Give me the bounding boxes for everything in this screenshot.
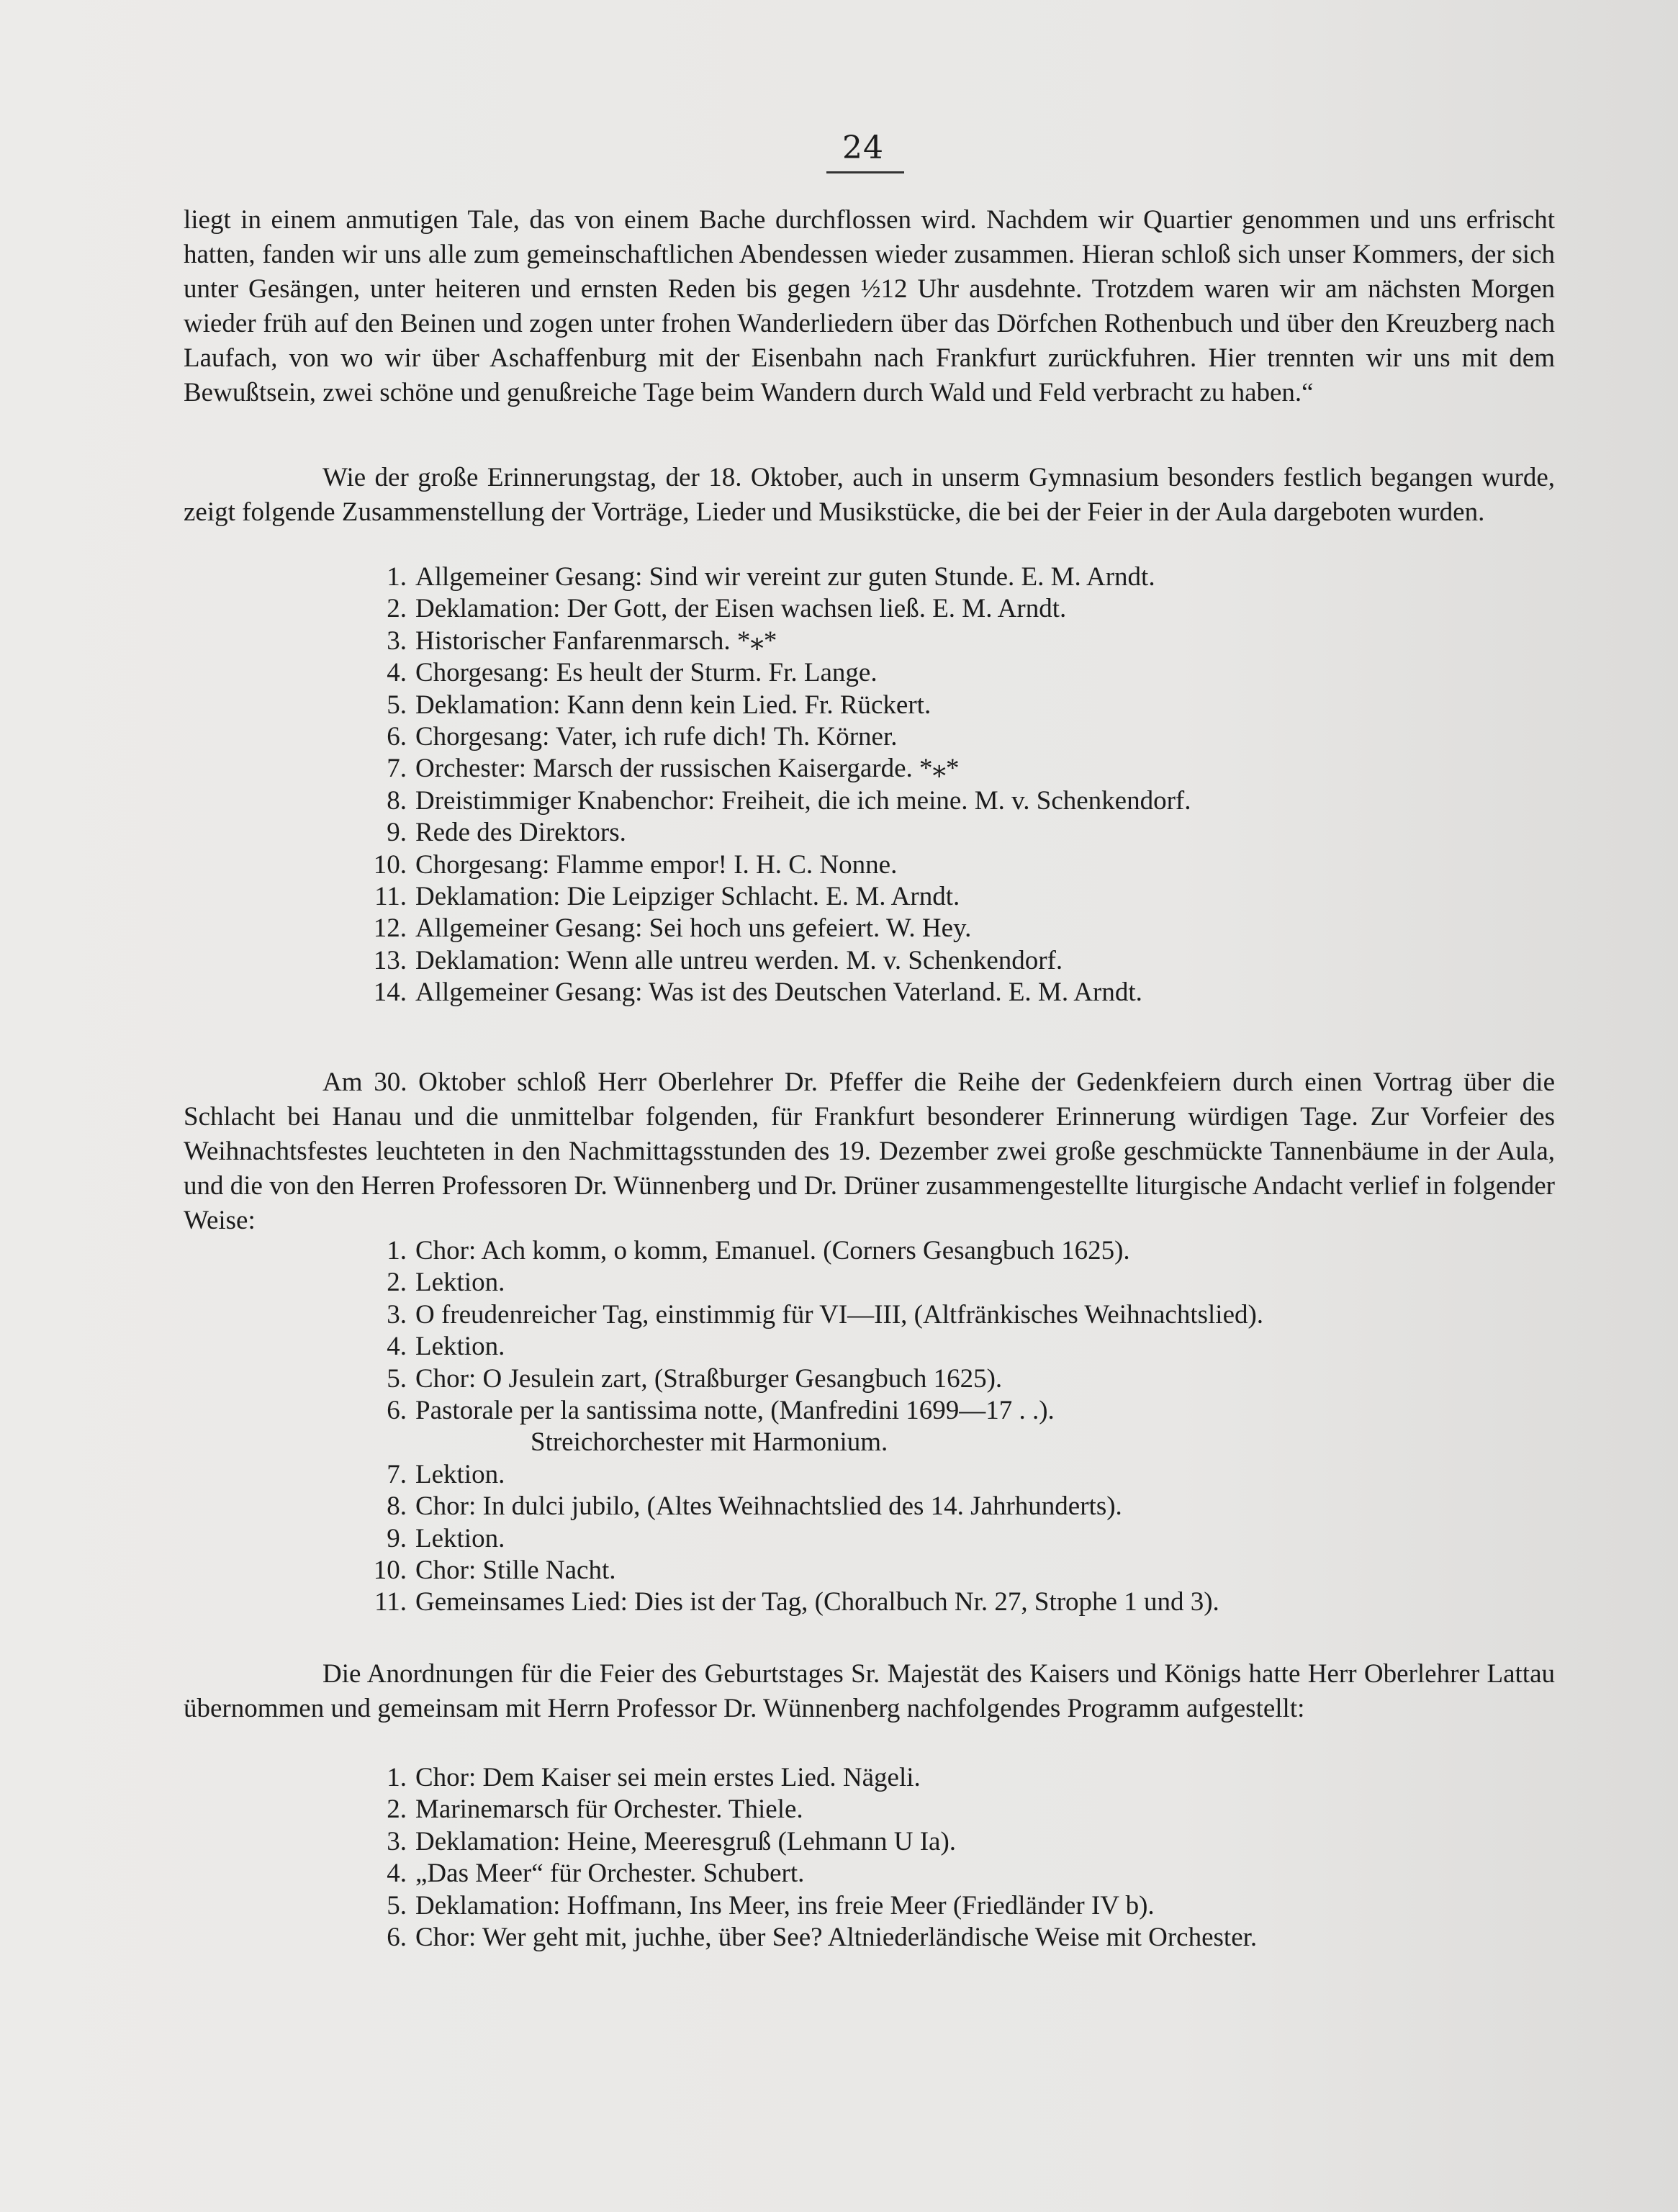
list-item-text: Chorgesang: Es heult der Sturm. Fr. Lange.	[415, 658, 878, 688]
list-item-text: Allgemeiner Gesang: Was ist des Deutschen Vaterland. E. M. Arndt.	[415, 978, 1142, 1008]
list-item-text: Lektion.	[415, 1459, 505, 1489]
list-item-number: 6.	[387, 722, 407, 752]
program-item	[364, 785, 1191, 817]
list-item-text: Deklamation: Wenn alle untreu werden. M. v. Schenkendorf.	[415, 945, 1063, 975]
weihnacht-paragraph: Am 30. Oktober schloß Herr Oberlehrer Dr. Pfeffer die Reihe der Gedenkfeiern durch einen Vortrag über die Schlacht bei Hanau und die unmittelbar folgenden, für Frankfurt besonderer Erinnerung würdigen Tage. Zur Vorfeier des Weihnachtsfestes leuchteten in den Nachmittagsstunden des 19. Dezember zwei große geschmückte Tannenbäume in der Aula, und die von den Herren Professoren Dr. Wünnenberg und Dr. Drüner zusammengestellte liturgische Andacht verlief in folgender Weise:	[184, 1067, 1555, 1235]
list-item-text: Historischer Fanfarenmarsch. *⁎*	[415, 626, 777, 656]
list-item-text: Orchester: Marsch der russischen Kaisergarde. *⁎*	[415, 754, 960, 784]
kaiser-paragraph: Die Anordnungen für die Feier des Geburtstages Sr. Majestät des Kaisers und Königs hatte Herr Oberlehrer Lattau übernommen und gemeinsam mit Herrn Professor Dr. Wünnenberg nachfolgendes Programm aufgestellt:	[184, 1659, 1555, 1723]
weihnacht-paragraph-block	[184, 1065, 1555, 1238]
list-item-text: Chor: O Jesulein zart, (Straßburger Gesangbuch 1625).	[415, 1363, 1003, 1394]
list-item-text: Deklamation: Kann denn kein Lied. Fr. Rückert.	[415, 690, 932, 720]
list-item-number: 4.	[387, 1332, 407, 1362]
program-item	[364, 561, 1191, 593]
list-item-text: Lektion.	[415, 1332, 505, 1362]
list-item-number: 2.	[387, 594, 407, 624]
list-item-number: 13.	[373, 945, 407, 975]
program-item	[364, 593, 1191, 625]
weihnacht-program-list	[364, 1235, 1263, 1619]
list-item-number: 7.	[387, 754, 407, 784]
list-item-number: 4.	[387, 1859, 407, 1889]
list-item-number: 1.	[387, 1236, 407, 1265]
program-item	[364, 1459, 1263, 1491]
kaiser-paragraph-block	[184, 1657, 1555, 1726]
list-item-text: Chor: Dem Kaiser sei mein erstes Lied. Nägeli.	[415, 1763, 921, 1792]
list-item-number: 11.	[374, 1587, 407, 1617]
program-item	[364, 1427, 1263, 1458]
list-item-text: Deklamation: Hoffmann, Ins Meer, ins freie Meer (Friedländer IV b).	[415, 1890, 1155, 1920]
list-item-number: 5.	[387, 1890, 407, 1920]
list-item-number: 12.	[373, 913, 407, 944]
program-item	[364, 1890, 1257, 1922]
list-item-number: 4.	[387, 658, 407, 688]
list-item-number: 2.	[387, 1795, 407, 1825]
list-item-text: Chor: Wer geht mit, juchhe, über See? Altniederländische Weise mit Orchester.	[415, 1923, 1258, 1953]
program-item	[364, 1491, 1263, 1522]
list-item-text: Deklamation: Heine, Meeresgruß (Lehmann U Ia).	[415, 1826, 957, 1856]
program-item	[364, 881, 1191, 913]
list-item-number: 5.	[387, 690, 407, 720]
list-item-text: Chor: In dulci jubilo, (Altes Weihnachtslied des 14. Jahrhunderts).	[415, 1491, 1122, 1522]
oktober18-paragraph: Wie der große Erinnerungstag, der 18. Oktober, auch in unserm Gymnasium besonders festlich begangen wurde, zeigt folgende Zusammenstellung der Vorträge, Lieder und Musikstücke, die bei der Feier in der Aula dargeboten wurden.	[184, 463, 1555, 527]
list-item-number: 1.	[387, 562, 407, 592]
list-item-text: Pastorale per la santissima notte, (Manfredini 1699—17 . .).	[415, 1396, 1055, 1426]
program-item	[364, 1762, 1257, 1794]
list-item-text: „Das Meer“ für Orchester. Schubert.	[415, 1859, 805, 1889]
program-item	[364, 1363, 1263, 1395]
list-item-text: Marinemarsch für Orchester. Thiele.	[415, 1795, 803, 1825]
list-item-number: 11.	[374, 882, 407, 912]
page-number: 24	[842, 130, 884, 166]
page-number-rule	[826, 171, 904, 173]
program-item	[364, 977, 1191, 1008]
program-item	[364, 1299, 1263, 1331]
list-item-number: 3.	[387, 1826, 407, 1856]
list-item-number: 10.	[373, 1556, 407, 1586]
list-item-number: 10.	[373, 849, 407, 880]
program-item	[364, 626, 1191, 657]
list-item-number: 6.	[387, 1923, 407, 1953]
list-item-text: O freudenreicher Tag, einstimmig für VI—III, (Altfränkisches Weihnachtslied).	[415, 1299, 1264, 1330]
intro-paragraph-block	[184, 203, 1555, 410]
list-item-number: 7.	[387, 1459, 407, 1489]
list-item-number: 5.	[387, 1363, 407, 1394]
list-item-number: 14.	[373, 978, 407, 1008]
program-item	[364, 721, 1191, 753]
program-item	[364, 657, 1191, 689]
oktober18-program-list	[364, 561, 1191, 1009]
list-item-number: 2.	[387, 1268, 407, 1298]
list-item-number: 3.	[387, 626, 407, 656]
list-item-text: Lektion.	[415, 1268, 505, 1298]
list-item-number	[364, 1427, 415, 1458]
list-item-text: Streichorchester mit Harmonium.	[531, 1427, 888, 1458]
list-item-text: Rede des Direktors.	[415, 818, 626, 848]
program-item	[364, 1267, 1263, 1299]
program-item	[364, 1235, 1263, 1267]
program-item	[364, 1794, 1257, 1825]
list-item-number: 3.	[387, 1299, 407, 1330]
list-item-text: Gemeinsames Lied: Dies ist der Tag, (Choralbuch Nr. 27, Strophe 1 und 3).	[415, 1587, 1219, 1617]
list-item-number: 9.	[387, 1523, 407, 1553]
list-item-text: Deklamation: Der Gott, der Eisen wachsen ließ. E. M. Arndt.	[415, 594, 1067, 624]
list-item-text: Chorgesang: Flamme empor! I. H. C. Nonne.	[415, 849, 898, 880]
list-item-text: Chorgesang: Vater, ich rufe dich! Th. Körner.	[415, 722, 898, 752]
program-item	[364, 753, 1191, 785]
list-item-text: Allgemeiner Gesang: Sei hoch uns gefeiert. W. Hey.	[415, 913, 972, 944]
program-item	[364, 1555, 1263, 1586]
program-item	[364, 690, 1191, 721]
list-item-number: 1.	[387, 1763, 407, 1792]
intro-paragraph: liegt in einem anmutigen Tale, das von einem Bache durchflossen wird. Nachdem wir Quartier genommen und uns erfrischt hatten, fanden wir uns alle zum gemeinschaftlichen Abendessen wieder zusammen. Hieran schloß sich unser Kommers, der sich unter Gesängen, unter heiteren und ernsten Reden bis gegen ½12 Uhr ausdehnte. Trotzdem waren wir am nächsten Morgen wieder früh auf den Beinen und zogen unter frohen Wanderliedern über das Dörfchen Rothenbuch und über den Kreuzberg nach Laufach, von wo wir über Aschaffenburg mit der Eisenbahn nach Frankfurt zurückfuhren. Hier trennten wir uns mit dem Bewußtsein, zwei schöne und genußreiche Tage beim Wandern durch Wald und Feld verbracht zu haben.“	[184, 205, 1555, 407]
program-item	[364, 1395, 1263, 1427]
list-item-number: 6.	[387, 1396, 407, 1426]
kaiser-program-list	[364, 1762, 1257, 1954]
program-item	[364, 1826, 1257, 1858]
list-item-number: 9.	[387, 818, 407, 848]
program-item	[364, 945, 1191, 977]
program-item	[364, 1523, 1263, 1555]
program-item	[364, 1586, 1263, 1618]
list-item-text: Chor: Stille Nacht.	[415, 1556, 616, 1586]
program-item	[364, 1858, 1257, 1890]
program-item	[364, 817, 1191, 849]
list-item-text: Dreistimmiger Knabenchor: Freiheit, die ich meine. M. v. Schenkendorf.	[415, 785, 1191, 816]
list-item-text: Lektion.	[415, 1523, 505, 1553]
list-item-text: Deklamation: Die Leipziger Schlacht. E. M. Arndt.	[415, 882, 960, 912]
program-item	[364, 913, 1191, 944]
list-item-text: Allgemeiner Gesang: Sind wir vereint zur guten Stunde. E. M. Arndt.	[415, 562, 1155, 592]
program-item	[364, 1922, 1257, 1954]
program-item	[364, 849, 1191, 881]
list-item-number: 8.	[387, 785, 407, 816]
list-item-number: 8.	[387, 1491, 407, 1522]
oktober18-paragraph-block	[184, 461, 1555, 530]
list-item-text: Chor: Ach komm, o komm, Emanuel. (Corners Gesangbuch 1625).	[415, 1236, 1130, 1265]
program-item	[364, 1331, 1263, 1363]
